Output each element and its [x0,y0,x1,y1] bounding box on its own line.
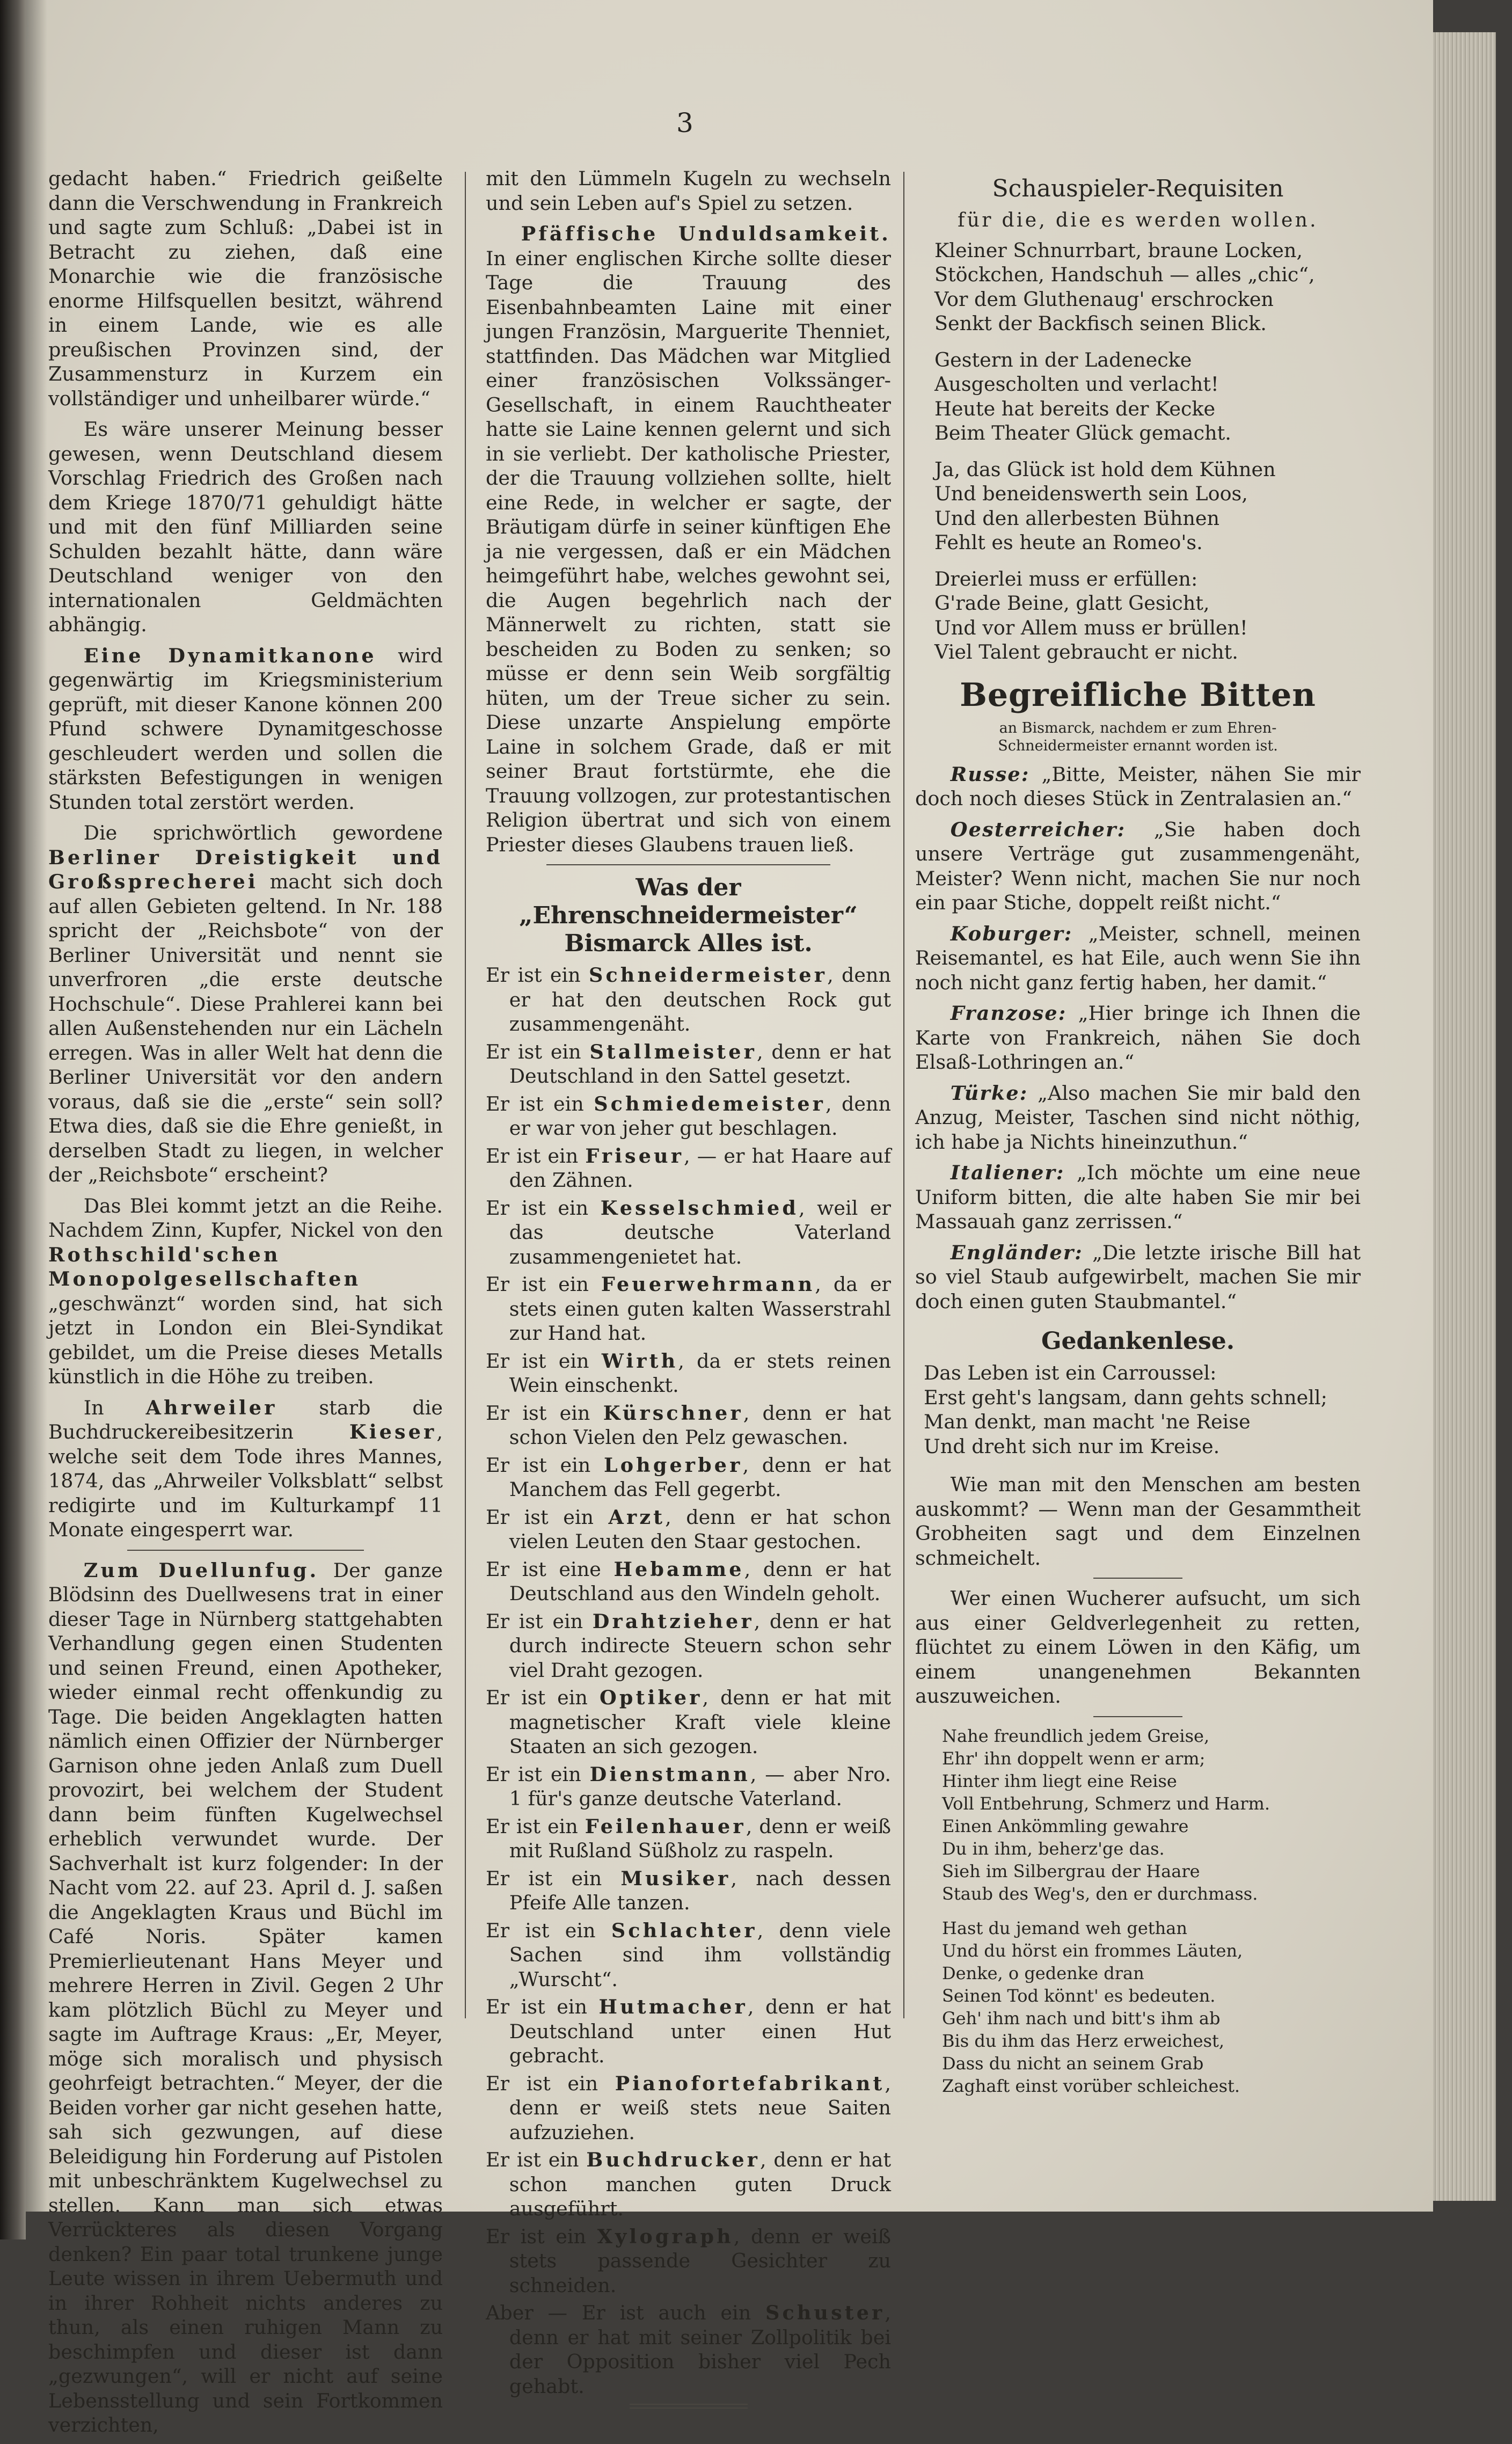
column-rule-2 [903,172,904,2018]
item-lead: Optiker [599,1686,703,1709]
article-pre: Die sprichwörtlich gewordene [83,821,443,844]
item-text: , denn er hat mit seiner Zollpolitik bei der Opposition bisher viel Pech gehabt. [509,2301,891,2398]
column-left [48,166,443,2444]
poem-line: Bis du ihm das Herz erweichest, [942,2030,1225,2051]
speaker-label: Russe: [950,762,1030,786]
paragraph-menschen: Wie man mit den Menschen am besten auskommt? — Wenn man der Gesammtheit Grobheiten sagt und dem Einzelnen schmeichelt. [915,1473,1361,1570]
item-text: , denn viele Sachen sind ihm vollständig „Wurscht“. [509,1918,891,1991]
poem-line: Sieh im Silbergrau der Haare [942,1861,1200,1881]
speaker-label: Engländer: [950,1241,1083,1264]
list-item [486,2071,891,2145]
item-pre: Er ist ein [486,1273,601,1296]
item-lead: Feuerwehrmann [601,1273,815,1296]
item-lead: Schlachter [611,1918,757,1942]
section-heading-gedankenlese: Gedankenlese. [1041,1327,1235,1355]
poem-line: G'rade Beine, glatt Gesicht, [934,592,1210,615]
poem-title-schauspieler: Schauspieler-Requisiten [992,175,1284,202]
verse-carroussel [924,1361,1361,1458]
list-item [486,1040,891,1089]
paragraph-continuation: mit den Lümmeln Kugeln zu wechseln und sein Leben auf's Spiel zu setzen. [486,167,891,215]
list-item [486,1505,891,1554]
item-text: , denn er hat Deutschland unter einen Hut gebracht. [509,1995,891,2067]
article-lead: Zum Duellunfug. [83,1558,319,1582]
speaker-label: Koburger: [950,922,1073,945]
poem-line: Fehlt es heute an Romeo's. [934,531,1203,554]
bitte-item [915,1081,1361,1155]
page-number: 3 [676,107,693,138]
article-pre: In [83,1396,146,1419]
poem-stanza [942,1725,1361,1905]
speaker-text: „Also machen Sie mir bald den Anzug, Meister, Taschen sind nicht nöthig, ich habe ja Nichts hineinzuthun.“ [915,1081,1361,1154]
item-lead: Wirth [601,1349,678,1373]
poem-greise [915,1725,1361,2097]
article-ahrweiler [48,1396,443,1542]
item-pre: Er ist ein [486,2071,615,2095]
poem-line: Und du hörst ein frommes Läuten, [942,1940,1243,1961]
item-text: , da er stets einen guten kalten Wasserstrahl zur Hand hat. [509,1273,892,1345]
speaker-text: „Bitte, Meister, nähen Sie mir doch noch dieses Stück in Zentralasien an.“ [915,762,1361,810]
poem-line: Seinen Tod könnt' es bedeuten. [942,1985,1216,2006]
bitte-item [915,1241,1361,1314]
speaker-text: „Die letzte irische Bill hat so viel Staub aufgewirbelt, machen Sie mir doch einen guten Staubmantel.“ [915,1241,1361,1313]
item-pre: Er ist ein [486,1349,602,1373]
verse-line: Das Leben ist ein Carroussel: [924,1361,1217,1384]
article-duellunfug [48,1558,443,2438]
verse-line: Man denkt, man macht 'ne Reise [924,1410,1251,1433]
item-lead: Pianofortefabrikant [615,2071,885,2095]
item-pre: Er ist ein [486,1144,586,1168]
bitte-item [915,922,1361,995]
poem-line: Geh' ihm nach und bitt's ihm ab [942,2008,1221,2029]
speaker-label: Oesterreicher: [950,818,1126,841]
poem-stanza [934,457,1361,555]
article-mid: starb die Buchdruckereibesitzerin [48,1396,443,1443]
item-lead: Friseur [585,1144,684,1168]
paragraph-friedrich: gedacht haben.“ Friedrich geißelte dann die Verschwendung in Frankreich und sagte zum Schluß: „Dabei ist in Betracht zu ziehen, daß eine Monarchie wie die französische enorme Hilfsquellen besitzt, während in einem Lande, wie es alle preußischen Provinzen sind, der Zusammensturz in Kurzem ein vollständiger und unheilbarer würde.“ [48,167,443,410]
separator-rule [127,1550,364,1551]
poem-line: Viel Talent gebraucht er nicht. [934,640,1238,663]
poem-line: Hinter ihm liegt eine Reise [942,1770,1177,1791]
item-pre: Er ist ein [486,1609,593,1633]
separator-rule [1093,1716,1182,1717]
item-text: , denn er hat Deutschland in den Sattel gesetzt. [509,1040,891,1088]
poem-line: Einen Ankömmling gewahre [942,1815,1189,1836]
section-subheading-bitten: an Bismarck, nachdem er zum Ehren-Schneidermeister ernannt worden ist. [998,719,1278,754]
list-item [486,963,891,1037]
speaker-label: Italiener: [950,1161,1065,1184]
poem-subtitle-schauspieler: für die, die es werden wollen. [958,209,1318,231]
item-lead: Musiker [620,1866,731,1890]
item-lead: Drahtzieher [592,1609,754,1633]
article-text: , welche seit dem Tode ihres Mannes, 1874, das „Ahrweiler Volksblatt“ selbst redigirte und im Kulturkampf 11 Monate eingesperrt war. [48,1420,443,1541]
article-lead: Eine Dynamitkanone [83,644,377,667]
speaker-text: „Ich möchte um eine neue Uniform bitten, die alte haben Sie mir bei Massauah ganz zerrissen.“ [915,1161,1361,1233]
item-pre: Er ist ein [486,1814,585,1838]
item-text: , denn er weiß stets passende Gesichter zu schneiden. [509,2224,891,2297]
poem-stanza [934,348,1361,446]
list-item [486,1349,891,1398]
poem-stanza [942,1917,1361,2097]
poem-line: Ausgescholten und verlacht! [934,373,1219,396]
list-item [486,1609,891,1683]
poem-line: Denke, o gedenke dran [942,1963,1144,1983]
poem-line: Und beneidenswerth sein Loos, [934,482,1248,505]
list-item [486,1918,891,1992]
poem-line: Gestern in der Ladenecke [934,348,1192,371]
poem-line: Dreierlei muss er erfüllen: [934,567,1198,590]
item-text: , denn er hat Manchem das Fell gegerbt. [509,1453,891,1501]
item-text: , denn er hat den deutschen Rock gut zusammengenäht. [509,964,891,1035]
separator-rule [1093,1578,1182,1579]
poem-line: Heute hat bereits der Kecke [934,397,1216,420]
item-pre: Er ist ein [486,1040,590,1063]
item-pre: Er ist eine [486,1557,614,1581]
item-text: , denn er hat mit magnetischer Kraft viele kleine Staaten an sich gezogen. [509,1686,891,1758]
speaker-text: „Hier bringe ich Ihnen die Karte von Frankreich, nähen Sie doch Elsaß-Lothringen an.“ [915,1002,1361,1074]
speaker-label: Franzose: [950,1002,1067,1025]
article-text: Der ganze Blödsinn des Duellwesens trat in einer dieser Tage in Nürnberg stattgehabten Verhandlung gegen einen Studenten und seinen Freund, einen Apotheker, wieder einmal recht offenkundig zu Tage. Die beiden Angeklagten hatten nämlich einen Offizier der Nürnberger Garnison ohne jeden Anlaß zum Duell provozirt, bei welchem der Student dann beim fünften Kugelwechsel erheblich verwundet wurde. Der Sachverhalt ist kurz folgender: In der Nacht vom 22. auf 23. April d. J. saßen die Angeklagten Kraus und Büchl im Café Noris. Später kamen Premierlieutenant Hans Meyer und mehrere Herren in Zivil. Gegen 2 Uhr kam plötzlich Büchl zu Meyer und sagte im Auftrage Kraus: „Er, Meyer, möge sich moralisch und physisch geohrfeigt betrachten.“ Meyer, der die Beiden vorher gar nicht gesehen hatte, sah sich gezwungen, auf diese Beleidigung hin Forderung auf Pistolen mit unbeschränktem Kugelwechsel zu stellen. Kann man sich etwas Verrückteres als diesen Vorgang denken? Ein paar total trunkene junge Leute wissen in ihrem Uebermuth und in ihrer Rohheit nichts anderes zu thun, als einen ruhigen Mann zu beschimpfen und dieser ist dann „gezwungen“, will er nicht auf seine Lebensstellung und sein Fortkommen verzichten, [48,1558,443,2436]
poem-line: Und vor Allem muss er brüllen! [934,616,1248,639]
item-text: , denn er hat schon vielen Leuten den Staar gestochen. [509,1505,891,1553]
poem-line: Ja, das Glück ist hold dem Kühnen [934,457,1276,481]
item-pre: Er ist ein [486,1686,600,1709]
item-pre: Er ist ein [486,1092,594,1115]
item-lead: Hutmacher [598,1995,748,2018]
item-text: , nach dessen Pfeife Alle tanzen. [509,1866,891,1914]
separator-rule [546,864,830,865]
poem-line: Voll Entbehrung, Schmerz und Harm. [942,1793,1270,1814]
list-item [486,1557,891,1606]
column-right [915,166,1361,2109]
item-text: , denn er weiß stets neue Saiten aufzuziehen. [509,2071,891,2144]
item-pre: Er ist ein [486,2148,587,2171]
bitte-item [915,762,1361,811]
list-bitten [915,762,1361,1314]
article-dynamitkanone [48,644,443,815]
bitte-item [915,1161,1361,1234]
poem-line: Dass du nicht an seinem Grab [942,2053,1204,2074]
section-heading-bitten: Begreifliche Bitten [960,676,1316,714]
item-lead: Kesselschmied [600,1196,799,1220]
poem-line: Stöckchen, Handschuh — alles „chic“, [934,263,1315,286]
column-rule-1 [465,172,466,2018]
speaker-text: „Sie haben doch unsere Verträge gut zusammengenäht, Meister? Wenn nicht, machen Sie nur noch ein paar Stiche, doppelt reißt nicht.“ [915,818,1361,914]
article-text: macht sich doch auf allen Gebieten geltend. In Nr. 188 spricht der „Reichsbote“ von der Berliner Universität und nennt sie unverfroren „die erste deutsche Hochschule“. Diese Prahlerei kann bei allen Außenstehenden nur ein Lächeln erregen. Was in aller Welt hat denn die Berliner Universität vor den andern voraus, daß sie die „erste“ sein soll? Etwa dies, daß sie die Ehre genießt, in derselben Stadt zu liegen, in welcher der „Reichsbote“ erscheint? [48,870,443,1186]
list-item [486,2301,891,2398]
item-pre: Er ist ein [486,1401,603,1425]
item-lead: Schuster [765,2301,885,2324]
poem-line: Nahe freundlich jedem Greise, [942,1725,1210,1746]
poem-schauspieler [915,238,1361,665]
book-binding [0,0,26,2239]
item-lead: Kürschner [603,1401,743,1425]
list-item [486,1995,891,2068]
list-item [486,1686,891,1759]
list-item [486,1272,891,1346]
item-text: , denn er weiß mit Rußland Süßholz zu raspeln. [509,1814,891,1862]
item-text: , denn er hat Deutschland aus den Windeln geholt. [509,1557,892,1605]
article-lead: Pfäffische Unduldsamkeit. [521,222,891,245]
poem-line: Beim Theater Glück gemacht. [934,421,1231,444]
poem-line: Und den allerbesten Bühnen [934,506,1219,530]
item-pre: Er ist ein [486,2224,597,2248]
article-lead: Berliner Dreistigkeit und Großsprecherei [48,845,443,893]
item-lead: Dienstmann [589,1762,750,1786]
poem-line: Du in ihm, beherz'ge das. [942,1838,1165,1859]
item-lead: Lohgerber [603,1453,743,1477]
item-lead: Feilenhauer [585,1814,746,1838]
list-item [486,2224,891,2298]
article-lead: Ahrweiler [145,1396,277,1419]
bitte-item [915,818,1361,915]
article-text: In einer englischen Kirche sollte dieser Tage die Trauung des Eisenbahnbeamten Laine mit einer jungen Französin, Marguerite Thenniet, stattfinden. Das Mädchen war Mitglied einer französischen Volkssänger-Gesellschaft, in einem Rauchtheater hatte sie Laine kennen gelernt und sich in sie verliebt. Der katholische Priester, der die Trauung vollziehen sollte, hielt eine Rede, in welcher er sagte, der Bräutigam dürfe in seiner künftigen Ehe ja nie vergessen, daß er ein Mädchen heimgeführt habe, welches gewohnt sei, die Augen begehrlich nach der Männerwelt zu richten, statt sie bescheiden zu Boden zu senken; so müsse er denn sein Weib sorgfältig hüten, um der Treue sicher zu sein. Diese unzarte Anspielung empörte Laine in solchem Grade, daß er mit seiner Braut fortstürmte, ehe die Trauung vollzogen, zur protestantischen Religion übertrat und sich von einem Priester dieses Glaubens trauen ließ. [486,246,891,856]
article-pfaffisch [486,222,891,857]
poem-stanza [934,567,1361,665]
article-text: „geschwänzt“ worden sind, hat sich jetzt in London ein Blei-Syndikat gebildet, um die Preise dieses Metalls künstlich in die Höhe zu treiben. [48,1292,443,1388]
item-lead: Arzt [608,1505,666,1529]
item-pre: Er ist ein [486,1866,621,1890]
item-text: , denn er hat durch indirecte Steuern schon sehr viel Draht gezogen. [509,1609,891,1682]
item-text: , — er hat Haare auf den Zähnen. [509,1144,891,1192]
speaker-label: Türke: [950,1081,1028,1105]
item-pre: Er ist ein [486,1453,604,1477]
article-blei [48,1194,443,1389]
item-lead: Schmiedemeister [594,1092,826,1115]
item-text: , da er stets reinen Wein einschenkt. [509,1349,891,1397]
poem-line: Ehr' ihn doppelt wenn er arm; [942,1748,1206,1769]
bitte-item [915,1001,1361,1075]
list-item [486,1866,891,1915]
item-text: , — aber Nro. 1 für's ganze deutsche Vaterland. [509,1762,891,1810]
item-pre: Er ist ein [486,1196,601,1220]
poem-line: Hast du jemand weh gethan [942,1917,1187,1938]
poem-line: Vor dem Gluthenaug' erschrocken [934,287,1274,311]
paragraph-deutschland: Es wäre unserer Meinung besser gewesen, wenn Deutschland diesem Vorschlag Friedrich des Großen nach dem Kriege 1870/71 gehuldigt hätte und mit den fünf Milliarden seine Schulden bezahlt hätte, dann wäre Deutschland weniger von den internationalen Geldmächten abhängig. [48,418,443,636]
item-lead: Stallmeister [589,1040,757,1063]
paragraph-wucherer: Wer einen Wucherer aufsucht, um sich aus einer Geldverlegenheit zu retten, flüchtet zu einem Löwen in den Käfig, um einem unangenehmen Bekannten auszuweichen. [915,1587,1361,1708]
verse-line: Erst geht's langsam, dann gehts schnell; [924,1385,1327,1409]
poem-line: Kleiner Schnurrbart, braune Locken, [934,238,1303,262]
end-flourish [630,2404,748,2409]
item-text: , denn er war von jeher gut beschlagen. [509,1092,891,1140]
item-lead: Buchdrucker [586,2148,760,2171]
section-heading-ehrenschneidermeister: Was der „Ehrenschneidermeister“ Bismarck Alles ist. [519,874,858,957]
page-gutter-shadow [26,0,47,2212]
item-lead: Schneidermeister [589,964,828,987]
item-text: , weil er das deutsche Vaterland zusammengenietet hat. [509,1196,891,1268]
article-pre: Das Blei kommt jetzt an die Reihe. Nachdem Zinn, Kupfer, Nickel von den [48,1194,443,1242]
item-text: , denn er hat schon manchen guten Druck ausgeführt. [509,2148,891,2220]
article-name: Kieser [349,1420,437,1443]
verse-line: Und dreht sich nur im Kreise. [924,1434,1220,1458]
item-pre: Er ist ein [486,1918,611,1942]
article-lead: Rothschild'schen Monopolgesellschaften [48,1243,361,1290]
list-item [486,1453,891,1502]
list-item [486,1196,891,1270]
item-pre: Er ist ein [486,1995,599,2018]
item-pre: Er ist ein [486,1762,590,1786]
item-lead: Hebamme [613,1557,744,1581]
column-middle [486,166,891,2418]
item-text: , denn er hat schon Vielen den Pelz gewaschen. [509,1401,891,1449]
item-pre: Er ist ein [486,964,589,987]
page-stack-edge [1433,32,1496,2201]
item-pre: Er ist ein [486,1505,609,1529]
poem-line: Zaghaft einst vorüber schleichest. [942,2075,1240,2096]
poem-line: Senkt der Backfisch seinen Blick. [934,312,1267,335]
list-item [486,1814,891,1863]
poem-line: Staub des Weg's, den er durchmass. [942,1883,1258,1904]
list-item [486,2148,891,2221]
article-berliner [48,821,443,1187]
item-pre: Aber — Er ist auch ein [486,2301,765,2324]
poem-stanza [934,238,1361,336]
speaker-text: „Meister, schnell, meinen Reisemantel, es hat Eile, auch wenn Sie ihn noch nicht ganz fertig haben, her damit.“ [915,922,1361,994]
list-item [486,1144,891,1193]
list-item [486,1762,891,1811]
article-text: wird gegenwärtig im Kriegsministerium geprüft, mit dieser Kanone können 200 Pfund schwere Dynamitgeschosse geschleudert werden und sollen die stärksten Befestigungen in wenigen Stunden total zerstört werden. [48,644,443,814]
item-lead: Xylograph [597,2224,734,2248]
list-item [486,1401,891,1450]
list-bismarck-trades [486,963,891,2398]
list-item [486,1092,891,1141]
